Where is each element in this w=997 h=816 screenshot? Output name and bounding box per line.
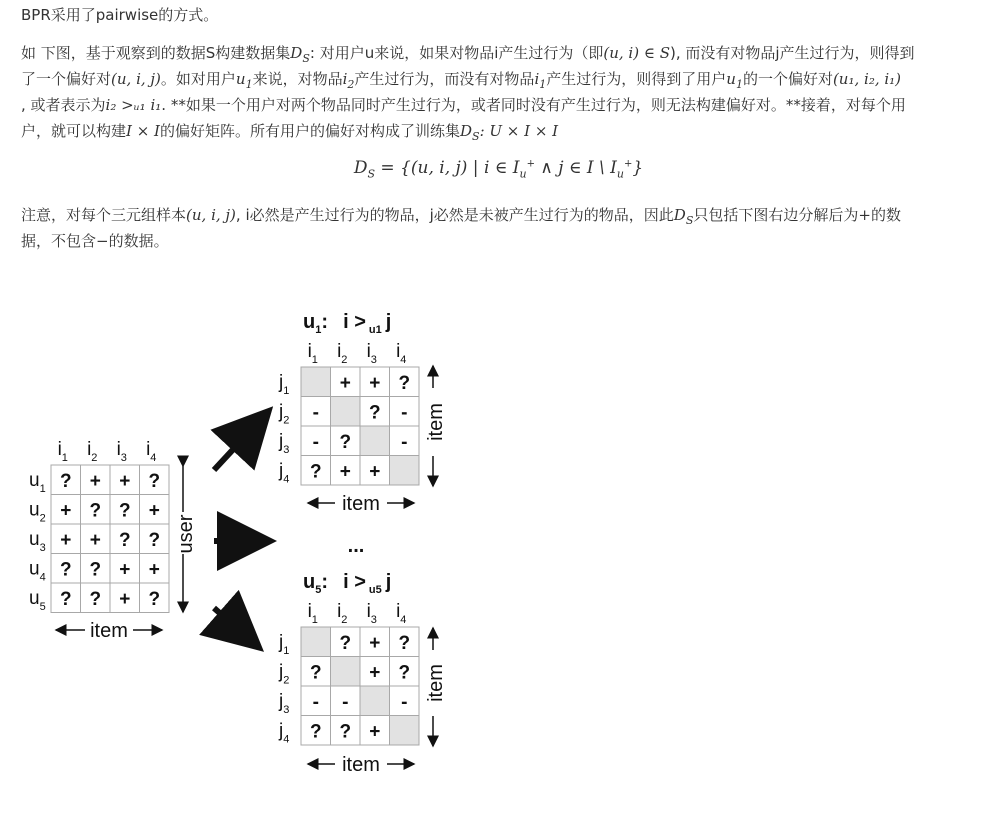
top-matrix-cell-value: - <box>312 402 319 424</box>
left-matrix-cell-value: + <box>119 588 131 610</box>
p1-text: 产生过行为，而没有对物品 <box>354 70 535 88</box>
ds-math-3: $D_S$ <box>673 206 694 227</box>
bottom-matrix-cell-value: + <box>369 662 381 684</box>
bottom-matrix-row-header: $j_2$ <box>279 661 290 687</box>
left-matrix-row-header: $u_4$ <box>29 558 46 584</box>
bottom-bottom-axis-label: item <box>342 754 380 776</box>
top-matrix-cell-value: + <box>339 461 351 483</box>
top-matrix-cell <box>390 456 420 486</box>
top-matrix <box>278 311 447 515</box>
bottom-matrix-row-header: $j_1$ <box>279 631 290 657</box>
left-matrix-cell-value: + <box>89 470 101 492</box>
bottom-matrix-cell-value: - <box>342 691 349 713</box>
top-matrix-cell <box>360 426 390 456</box>
bottom-matrix-cell <box>390 716 420 746</box>
top-matrix-row-header: $j_4$ <box>279 460 290 486</box>
top-matrix-cell-value: ? <box>339 431 352 453</box>
left-matrix-row-header: $u_1$ <box>29 469 46 495</box>
bottom-matrix-col-header: $i_3$ <box>366 601 377 626</box>
pair-math: (u₁, i₂, i₁) <box>832 70 902 88</box>
ixi-math: I × I <box>126 122 160 140</box>
left-matrix-cell-value: ? <box>89 559 102 581</box>
top-matrix-cell-value: ? <box>368 402 381 424</box>
bottom-matrix <box>278 571 447 776</box>
top-matrix-cell <box>301 367 331 397</box>
p2-text: , i必然是产生过行为的物品，j必然是未被产生过行为的物品，因此 <box>235 206 674 224</box>
left-matrix-cell-value: + <box>119 559 131 581</box>
left-matrix-col-header: $i_4$ <box>146 439 157 464</box>
bottom-matrix-cell-value: ? <box>339 721 352 743</box>
p1-text: 来说，对物品 <box>252 70 343 88</box>
bottom-matrix-title: $u_5$: i > $_{u5}$ j <box>303 571 392 596</box>
bottom-matrix-col-header: $i_4$ <box>396 601 407 626</box>
bottom-matrix-row-header: $j_3$ <box>279 690 290 716</box>
left-matrix-cell-value: ? <box>59 559 72 581</box>
ds-math-2: $D_S$ <box>460 122 480 143</box>
left-matrix <box>29 439 197 642</box>
left-matrix-row-header: $u_2$ <box>29 499 46 525</box>
ellipsis: ... <box>347 535 365 557</box>
bottom-matrix-col-header: $i_1$ <box>307 601 318 626</box>
left-matrix-cell-value: ? <box>89 588 102 610</box>
p1-text: , 或者表示为 <box>21 96 106 114</box>
top-matrix-cell-value: + <box>369 372 381 394</box>
bpr-figure <box>0 290 997 810</box>
p2-text: 只包括下图右边分解后为 <box>693 206 859 224</box>
bottom-matrix-col-header: $i_2$ <box>337 601 348 626</box>
left-matrix-col-header: $i_3$ <box>116 439 127 464</box>
top-matrix-cell <box>331 397 361 427</box>
left-matrix-cell-value: ? <box>148 588 161 610</box>
bottom-matrix-cell-value: ? <box>398 662 411 684</box>
p1-text: . **如果一个用户对两个物品同时产生过行为，或者同时没有产生过行为，则无法构建偏好对。**接着，对每个用 <box>161 96 906 114</box>
top-matrix-cell-value: + <box>339 372 351 394</box>
bottom-matrix-cell-value: - <box>312 691 319 713</box>
top-matrix-col-header: $i_3$ <box>366 341 377 366</box>
left-matrix-col-header: $i_2$ <box>87 439 98 464</box>
left-matrix-col-header: $i_1$ <box>57 439 68 464</box>
left-matrix-cell-value: ? <box>118 529 131 551</box>
bottom-matrix-cell <box>331 657 361 687</box>
left-matrix-cell-value: + <box>148 559 160 581</box>
ds-math: $D_S$ <box>290 44 310 65</box>
plus-math: + <box>858 206 871 224</box>
p1-text: 的偏好矩阵。所有用户的偏好对构成了训练集 <box>159 122 460 140</box>
p1-text: 。如对用户 <box>160 70 236 88</box>
p1-text: : 对用户u来说，如果对物品i产生过行为（即 <box>309 44 604 62</box>
top-matrix-row-header: $j_1$ <box>279 371 290 397</box>
top-matrix-col-header: $i_4$ <box>396 341 407 366</box>
left-matrix-cell-value: ? <box>59 588 72 610</box>
top-matrix-cell-value: - <box>401 431 408 453</box>
left-matrix-cell-value: ? <box>118 500 131 522</box>
left-matrix-cell-value: ? <box>148 529 161 551</box>
bottom-matrix-cell-value: + <box>369 632 381 654</box>
top-matrix-col-header: $i_2$ <box>337 341 348 366</box>
bottom-matrix-row-header: $j_4$ <box>279 720 290 746</box>
user-axis-label: user <box>175 514 197 554</box>
bottom-side-axis-label: item <box>425 664 447 702</box>
paragraph-1-line-4 <box>21 118 558 150</box>
bottom-matrix-cell-value: ? <box>398 632 411 654</box>
uij-math-2: (u, i, j) <box>186 206 236 224</box>
p1-text: 了一个偏好对 <box>21 70 112 88</box>
bottom-matrix-cell <box>301 627 331 657</box>
left-matrix-cell-value: ? <box>59 470 72 492</box>
i2-math: $i_2$ <box>342 70 355 91</box>
minus-math: − <box>96 232 109 250</box>
left-matrix-cell-value: + <box>60 500 72 522</box>
top-matrix-cell-value: - <box>401 402 408 424</box>
bottom-matrix-cell-value: + <box>369 721 381 743</box>
i1-math: $i_1$ <box>534 70 547 91</box>
arrow-to-bottom-matrix <box>214 608 255 644</box>
bottom-matrix-cell-value: ? <box>309 662 322 684</box>
left-matrix-cell-value: ? <box>148 470 161 492</box>
left-matrix-cell-value: + <box>119 470 131 492</box>
p1-text: 户，就可以构建 <box>21 122 127 140</box>
left-matrix-row-header: $u_3$ <box>29 528 46 554</box>
top-matrix-cell-value: ? <box>398 372 411 394</box>
top-bottom-axis-label: item <box>342 493 380 515</box>
pref-math: i₂ >ᵤ₁ i₁ <box>105 96 162 114</box>
ds-equation: $D_S = \{(u$, i, j) | i ∈ $I_u^+$ ∧ j ∈ I \ $I_u^+$} <box>353 158 644 181</box>
p1-text: 产生过行为，则得到了用户 <box>546 70 727 88</box>
left-item-axis-label: item <box>90 620 128 642</box>
left-matrix-cell-value: + <box>60 529 72 551</box>
uij-math: (u, i, j) <box>111 70 161 88</box>
top-matrix-title: $u_1$: i > $_{u1}$ j <box>303 311 392 336</box>
top-matrix-col-header: $i_1$ <box>307 341 318 366</box>
bottom-matrix-cell-value: - <box>401 691 408 713</box>
p1-text: ), 而没有对物品j产生过行为，则得到 <box>670 44 915 62</box>
top-matrix-cell-value: ? <box>309 461 322 483</box>
top-matrix-row-header: $j_3$ <box>279 430 290 456</box>
left-matrix-row-header: $u_5$ <box>29 587 46 613</box>
top-side-axis-label: item <box>425 403 447 441</box>
left-matrix-cell-value: ? <box>89 500 102 522</box>
bottom-matrix-cell-value: ? <box>339 632 352 654</box>
paragraph-2-line-2 <box>21 228 169 254</box>
top-matrix-row-header: $j_2$ <box>279 401 290 427</box>
p2-text: 的数 <box>870 206 901 224</box>
top-matrix-cell-value: + <box>369 461 381 483</box>
bottom-matrix-cell-value: ? <box>309 721 322 743</box>
left-matrix-cell-value: + <box>89 529 101 551</box>
p1-text: 的一个偏好对 <box>742 70 833 88</box>
paragraph-1-line-3 <box>21 92 906 118</box>
bottom-matrix-cell <box>360 686 390 716</box>
p2-text: 据，不包含 <box>21 232 97 250</box>
ds-def-math: : U × I × I <box>479 122 559 140</box>
intro-text: BPR采用了pairwise的方式。 <box>21 6 219 24</box>
arrow-to-top-matrix <box>214 415 265 470</box>
ui-in-s-math: (u, i) ∈ S <box>603 44 670 62</box>
top-matrix-cell-value: - <box>312 431 319 453</box>
p1-text: 如 下图，基于观察到的数据S构建数据集 <box>21 44 291 62</box>
left-matrix-cell-value: + <box>148 500 160 522</box>
p2-text: 注意，对每个三元组样本 <box>21 206 187 224</box>
p2-text: 的数据。 <box>108 232 169 250</box>
u1-math-2: $u_1$ <box>726 70 743 91</box>
u1-math: $u_1$ <box>235 70 253 91</box>
